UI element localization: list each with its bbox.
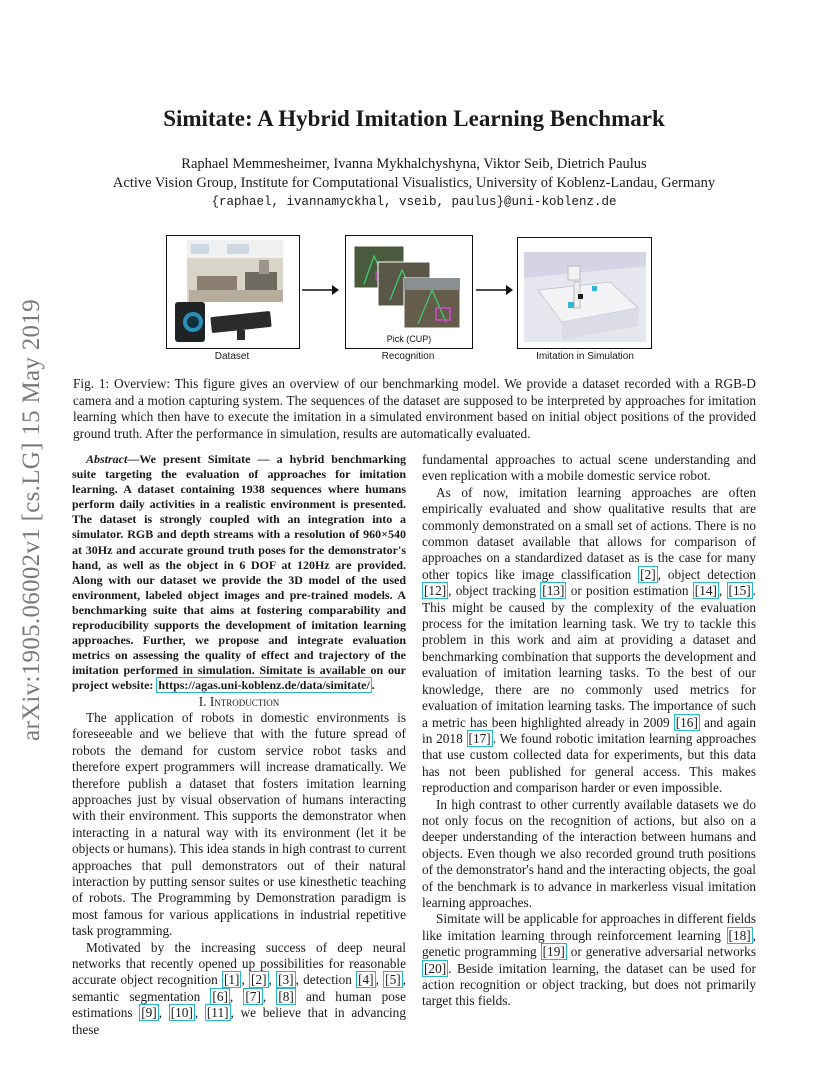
- citation-link[interactable]: [9]: [141, 1005, 157, 1021]
- intro-paragraph-2: Motivated by the increasing success of deep neural networks that recently opened up possibilities for reasonable accurate object recognition [1] , [2] , [3] , detection [4] , [5] , semantic segmentation [6] , [7] , [8] and human pose estimations [9] , [10] , [11] , we believe that in advancing these: [72, 939, 406, 1037]
- section-title: Introduction: [209, 693, 280, 709]
- citation-link[interactable]: [4]: [358, 972, 374, 988]
- citation-link[interactable]: [3]: [278, 972, 294, 988]
- abstract: [72, 452, 406, 694]
- right-column: [422, 452, 756, 1010]
- section-number: I.: [198, 693, 210, 709]
- citation-link[interactable]: [6]: [212, 988, 228, 1004]
- text-span: and human pose estimations: [72, 988, 406, 1021]
- text-span: . We found robotic imitation learning approaches that use custom collected data for experiments, but this data has not been published for general access. This makes reproduction and comparison harder or even impossible.: [422, 730, 756, 796]
- recognition-panel: [345, 235, 473, 349]
- section-heading-introduction: [72, 694, 406, 710]
- citation-link[interactable]: [1]: [223, 972, 240, 988]
- citation-link[interactable]: [16]: [675, 714, 698, 730]
- citation-link[interactable]: [13]: [542, 583, 565, 599]
- text-span: and again in 2018: [422, 714, 756, 746]
- text-span: Simitate will be applicable for approaches in different fields like imitation learning through reinforcement learning: [422, 911, 756, 943]
- pick-label: Pick (CUP): [386, 334, 432, 344]
- text-span: , detection: [295, 972, 357, 988]
- simulation-panel: [517, 237, 652, 349]
- recognition-frames: [346, 236, 472, 348]
- arxiv-stamp: [12, 280, 52, 760]
- citation-link[interactable]: [18]: [728, 927, 751, 943]
- simulation-label: Imitation in Simulation: [536, 351, 634, 362]
- recognition-label: Recognition: [381, 351, 435, 362]
- citation-link[interactable]: [15]: [728, 583, 751, 599]
- right-paragraph-4: [422, 911, 756, 1009]
- dataset-photo: [167, 236, 299, 348]
- citation-link[interactable]: [11]: [206, 1005, 229, 1021]
- arrow-right-icon: [300, 283, 340, 297]
- text-span: . Beside imitation learning, the dataset can be used for action recognition or object tracking, but does not primarily target this fields.: [422, 960, 756, 1009]
- citation-link[interactable]: [2]: [640, 566, 656, 582]
- intro-paragraph-1: The application of robots in domestic environments is foreseeable and we believe that with the future spread of robots the demand for custom service robot tasks and therefore expert programmers will increase dramatically. We therefore publish a dataset that fosters imitation learning approaches just by visual observation of humans interacting with their environment. This supports the demonstrator when interacting in a natural way with its environment (let it be objects or humans). This idea stands in high contrast to current approaches that pull demonstrators out of their natural interaction by putting sensor suites or use kinesthetic teaching of robots. The Programming by Demonstration paradigm is most famous for various applications in industrial repetitive task programming.: [72, 709, 406, 939]
- citation-link[interactable]: [12]: [424, 583, 447, 599]
- frame-3: [404, 278, 460, 328]
- project-website-link[interactable]: https://agas.uni-koblenz.de/data/simitate/: [158, 678, 370, 693]
- citation-link[interactable]: [5]: [385, 972, 401, 988]
- text-span: , we believe that in advancing these: [72, 1005, 406, 1037]
- abstract-end: .: [371, 678, 375, 693]
- text-span: As of now, imitation learning approaches are often empirically evaluated and show qualitative results that are commonly demonstrated on a small set of actions. There is no common dataset available that allows for comparison of approaches on a standardized dataset as is the case for many other topics like image classification: [422, 484, 756, 582]
- figure-caption: Fig. 1: Overview: This figure gives an overview of our benchmarking model. We provide a dataset recorded with a RGB-D camera and a motion capturing system. The sequences of the dataset are supposed to be interpreted by approaches for imitation learning which then have to execute the imitation in a simulated environment based on initial object positions of the provided ground truth. After the performance in simulation, results are automatically evaluated.: [73, 376, 756, 442]
- right-paragraph-3: In high contrast to other currently available datasets we do not only focus on the recognition of actions, but also on a deeper understanding of the interaction between humans and objects. Even though we also recorded ground truth positions of the demonstrator's hand and the interacting objects, the goal of the benchmark is to advance in markerless visual imitation learning approaches.: [422, 796, 756, 910]
- text-span: Motivated by the increasing success of deep neural networks that recently opened up possibilities for reasonable accurate object recognition: [72, 939, 406, 988]
- abstract-heading: Abstract: [86, 452, 128, 466]
- arxiv-stamp-text: arXiv:1905.06002v1 [cs.LG] 15 May 2019: [18, 299, 45, 741]
- simulation-render: [518, 238, 651, 348]
- text-span: or generative adversarial networks: [566, 944, 756, 960]
- text-span: or position estimation: [566, 583, 693, 599]
- citation-link[interactable]: [10]: [170, 1005, 193, 1021]
- citation-link[interactable]: [19]: [542, 944, 565, 960]
- text-span: , object detection: [657, 566, 756, 582]
- affiliation: Active Vision Group, Institute for Computational Visualistics, University of Koblenz-Landau, Germany: [112, 175, 716, 191]
- citation-link[interactable]: [8]: [278, 988, 294, 1004]
- citation-link[interactable]: [7]: [245, 988, 261, 1004]
- citation-link[interactable]: [20]: [424, 960, 447, 976]
- right-paragraph-1: fundamental approaches to actual scene understanding and even replication with a mobile domestic service robot.: [422, 452, 756, 484]
- left-column: [72, 452, 406, 1038]
- dataset-panel: [166, 235, 300, 349]
- arrow-right-icon: [474, 283, 514, 297]
- citation-link[interactable]: [14]: [694, 583, 717, 599]
- text-span: , genetic programming: [422, 927, 756, 960]
- author-emails: {raphael, ivannamyckhal, vseib, paulus}@uni-koblenz.de: [211, 195, 617, 209]
- citation-link[interactable]: [2]: [251, 972, 267, 988]
- dataset-label: Dataset: [214, 351, 250, 362]
- right-paragraph-2: As of now, imitation learning approaches are often empirically evaluated and show qualitative results that are commonly demonstrated on a small set of actions. There is no common dataset available that allows for comparison of approaches on a standardized dataset as is the case for many other topics like image classification [2] , object detection [12] , object tracking [13] or position estimation [14] , [15] . This might be caused by the complexity of the evaluation process for the imitation learning task. We try to tackle this problem in this work and aim at providing a dataset and benchmarking combination that supports the development and evaluation of imitation learning tasks. To the best of our knowledge, there are no commonly used metrics for evaluation of imitation learning tasks. The importance of such a metric has been highlighted already in 2009 [16] and again in 2018 [17] . We found robotic imitation learning approaches that use custom collected data for experiments, but this data has not been published for general access. This makes reproduction and comparison harder or even impossible.: [422, 484, 756, 796]
- paper-title: Simitate: A Hybrid Imitation Learning Benchmark: [163, 106, 665, 131]
- abstract-body: —We present Simitate — a hybrid benchmarking suite targeting the evaluation of approaches for imitation learning. A dataset containing 1938 sequences where humans perform daily activities in a realistic environment is presented. The dataset is strongly coupled with an integration into a simulator. RGB and depth streams with a resolution of 960×540 at 30Hz and accurate ground truth poses for the demonstrator's hand, as well as the object in 6 DOF at 120Hz are provided. Along with our dataset we provide the 3D model of the used environment, labeled object images and pre-trained models. A benchmarking suite that aims at fostering comparability and reproducibility supports the development of imitation learning approaches. Further, we propose and integrate evaluation metrics on assessing the quality of effect and trajectory of the imitation performed in simulation. Simitate is available on our project website:: [72, 452, 406, 693]
- citation-link[interactable]: [17]: [468, 730, 491, 746]
- text-span: , object tracking: [448, 583, 541, 599]
- text-span: , semantic segmentation: [72, 972, 406, 1004]
- author-list: Raphael Memmesheimer, Ivanna Mykhalchyshyna, Viktor Seib, Dietrich Paulus: [181, 156, 647, 172]
- text-span: . This might be caused by the complexity of the evaluation process for the imitation learning task. We try to tackle this problem in this work and aim at providing a dataset and benchmarking combination that supports the development and evaluation of imitation learning tasks. To the best of our knowledge, there are no commonly used metrics for evaluation of imitation learning tasks. The importance of such a metric has been highlighted already in 2009: [422, 583, 756, 730]
